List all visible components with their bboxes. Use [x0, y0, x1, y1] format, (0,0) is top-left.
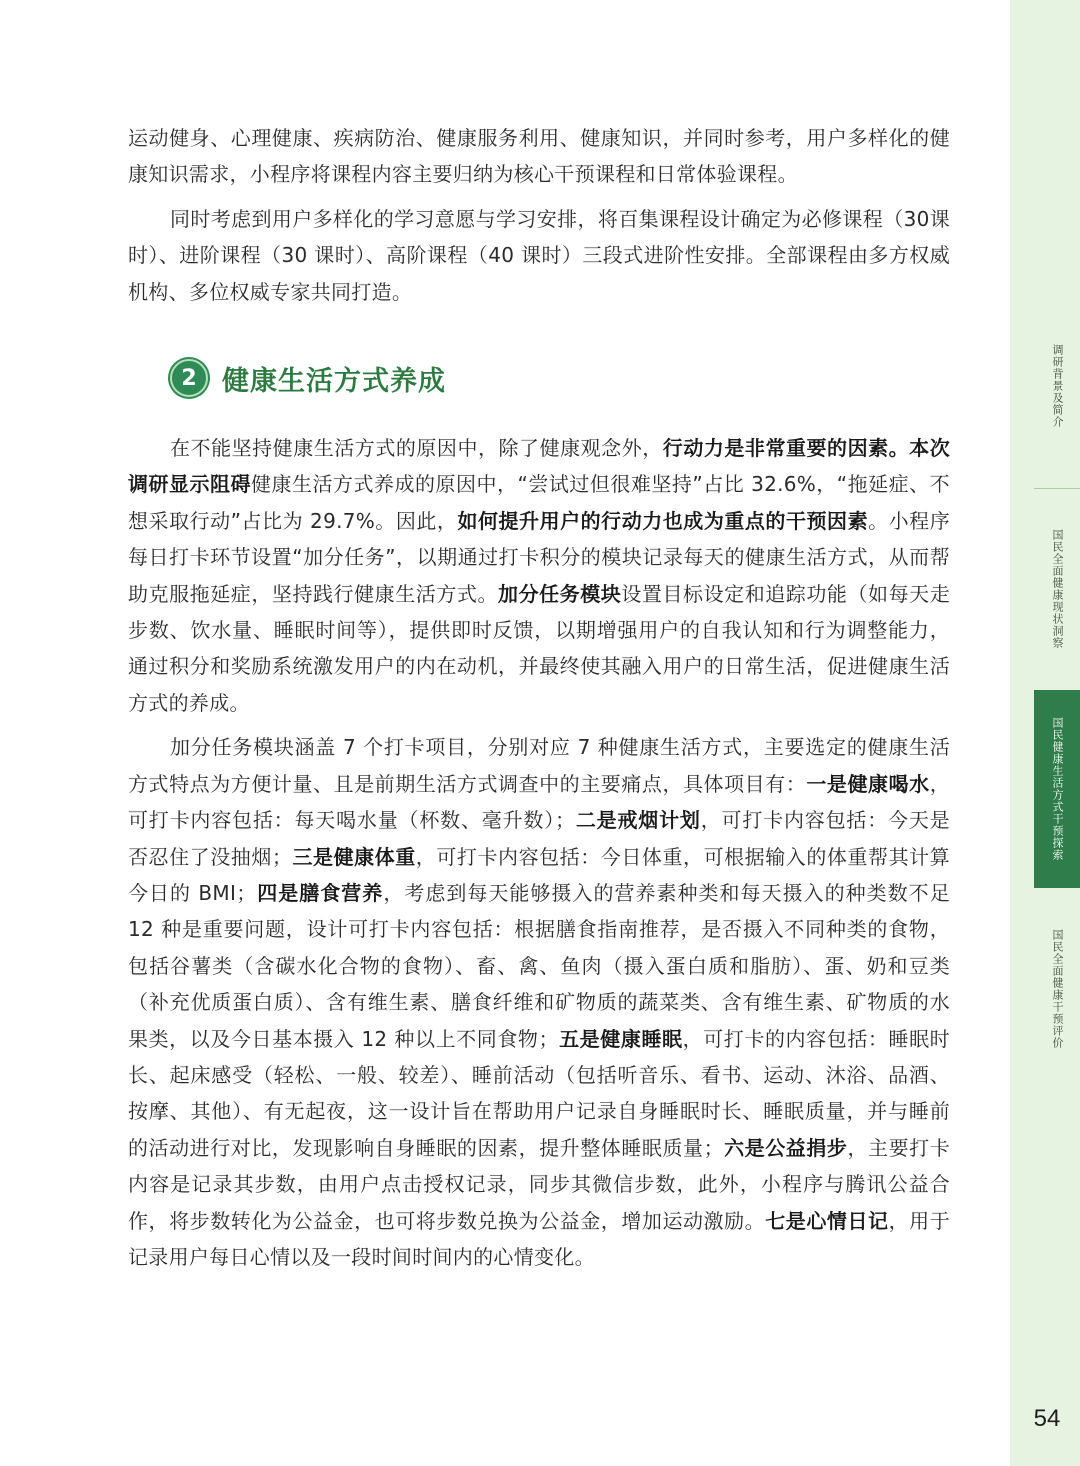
- chapter-tab-label: 调研背景及简介: [1051, 344, 1064, 428]
- tab-divider: [1034, 488, 1080, 489]
- page-number: 54: [1033, 1405, 1061, 1432]
- paragraph: 运动健身、心理健康、疾病防治、健康服务利用、健康知识，并同时参考，用户多样化的健康知识需求，小程序将课程内容主要归纳为核心干预课程和日常体验课程。: [128, 126, 950, 187]
- chapter-tab-4[interactable]: [1034, 890, 1080, 1088]
- paragraph: 同时考虑到用户多样化的学习意愿与学习安排，将百集课程设计确定为必修课程（30课时）、进阶课程（30 课时）、高阶课程（40 课时）三段式进阶性安排。全部课程由多方权威机构、多位权威专家共同打造。: [128, 206, 950, 304]
- section-heading: [170, 350, 950, 406]
- chapter-tab-1[interactable]: [1034, 286, 1080, 486]
- chapter-tab-2[interactable]: [1034, 490, 1080, 688]
- chapter-tab-label: 国民全面健康现状洞察: [1051, 529, 1064, 649]
- section-title: 健康生活方式养成: [222, 365, 446, 397]
- paragraph: 在不能坚持健康生活方式的原因中，除了健康观念外，行动力是非常重要的因素。本次调研显示阻碍健康生活方式养成的原因中，“尝试过但很难坚持”占比 32.6%，“拖延症、不想采取行动”占比为 29.7%。因此，如何提升用户的行动力也成为重点的干预因素。小程序每日打卡环节设置“加分任务”，以期通过打卡积分的模块记录每天的健康生活方式，从而帮助克服拖延症，坚持践行健康生活方式。加分任务模块设置目标设定和追踪功能（如每天走步数、饮水量、睡眠时间等），提供即时反馈，以期增强用户的自我认知和行为调整能力，通过积分和奖励系统激发用户的内在动机，并最终使其融入用户的日常生活，促进健康生活方式的养成。: [128, 436, 951, 715]
- main-content: [128, 120, 950, 1275]
- section-number-badge: 2: [170, 359, 208, 397]
- chapter-tab-label: 国民全面健康干预评价: [1051, 929, 1064, 1049]
- paragraph: 加分任务模块涵盖 7 个打卡项目，分别对应 7 种健康生活方式，主要选定的健康生活方式特点为方便计量、且是前期生活方式调查中的主要痛点，具体项目有：一是健康喝水，可打卡内容包括：每天喝水量（杯数、毫升数）；二是戒烟计划，可打卡内容包括：今天是否忍住了没抽烟；三是健康体重，可打卡内容包括：今日体重，可根据输入的体重帮其计算今日的 BMI；四是膳食营养，考虑到每天能够摄入的营养素种类和每天摄入的种类数不足 12 种是重要问题，设计可打卡内容包括：根据膳食指南推荐，是否摄入不同种类的食物，包括谷薯类（含碳水化合物的食物）、畜、禽、鱼肉（摄入蛋白质和脂肪）、蛋、奶和豆类（补充优质蛋白质）、含有维生素、膳食纤维和矿物质的蔬菜类、含有维生素、矿物质的水果类，以及今日基本摄入 12 种以上不同食物；五是健康睡眠，可打卡的内容包括：睡眠时长、起床感受（轻松、一般、较差）、睡前活动（包括听音乐、看书、运动、沐浴、品酒、按摩、其他）、有无起夜，这一设计旨在帮助用户记录自身睡眠时长、睡眠质量，并与睡前的活动进行对比，发现影响自身睡眠的因素，提升整体睡眠质量；六是公益捐步，主要打卡内容是记录其步数，由用户点击授权记录，同步其微信步数，此外，小程序与腾讯公益合作，将步数转化为公益金，也可将步数兑换为公益金，增加运动激励。七是心情日记，用于记录用户每日心情以及一段时间时间内的心情变化。: [128, 735, 950, 1269]
- chapter-tab-3-active[interactable]: [1034, 690, 1080, 888]
- chapter-tab-label: 国民健康生活方式干预探索: [1051, 717, 1064, 861]
